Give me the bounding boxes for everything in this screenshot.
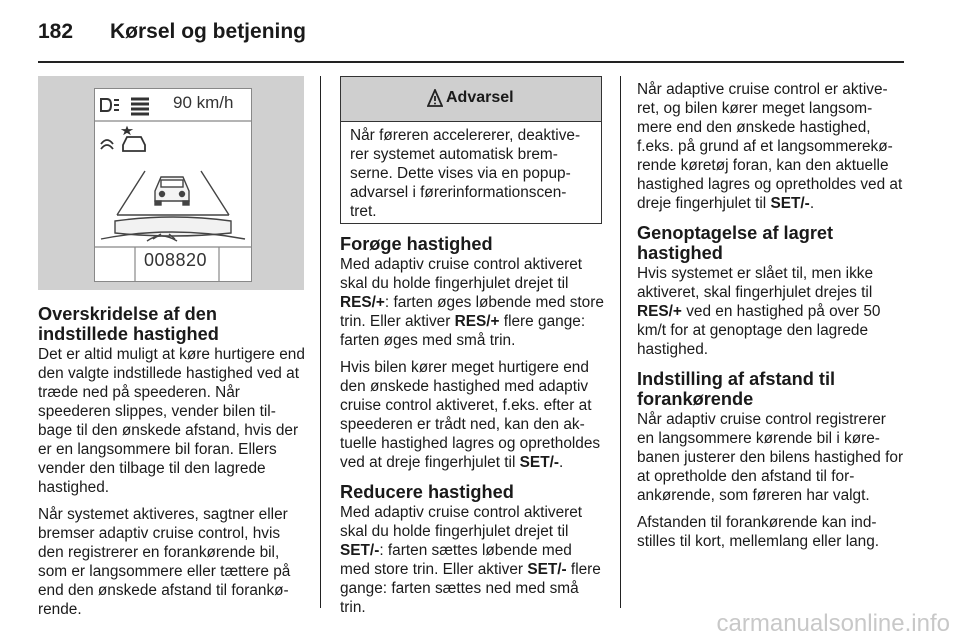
- heading-resume-speed: Genoptagelse af lagret hastighed: [637, 223, 834, 263]
- header-rule: [38, 61, 904, 63]
- paragraph: Det er altid muligt at køre hurtigere end den valgte indstillede hastighed ved at træde ned på speederen. Når speederen slippes, vender bilen til-bage til den ønskede afstand, hvis der er en langsommere bil foran. Ellers vender den tilbage til den lagrede hastighed.: [38, 346, 305, 496]
- watermark: carmanualsonline.info: [716, 610, 950, 637]
- paragraph: Når adaptive cruise control er aktive-ret, og bilen kører meget langsom-mere end den ønskede hastighed, f.eks. på grund af et langsommerekø-rende køretøj foran, kan den aktuelle hastighed lagres og opretholdes ved at dreje fingerhjulet til SET/-.: [637, 81, 903, 212]
- warning-text: Når føreren accelererer, deaktive-rer systemet automatisk brem-serne. Dette vises via en popup-advarsel i førerinformationscen-tret.: [350, 127, 581, 220]
- set-speed-readout: 90 km/h: [173, 93, 234, 112]
- page-title: Kørsel og betjening: [110, 20, 307, 43]
- lead-vehicle-icon: [155, 177, 189, 205]
- middle-column: [340, 234, 606, 625]
- paragraph: Hvis bilen kører meget hurtigere end den ønskede hastighed med adaptiv cruise control aktiveret, f.eks. efter at speederen er trådt ned, kan den ak-tuelle hastighed lagres og opretholdes ved at dreje fingerhjulet til SET/-.: [340, 359, 601, 471]
- warning-box: [340, 76, 602, 224]
- heading-exceed-speed: Overskridelse af den indstillede hastighed: [38, 304, 219, 344]
- paragraph: Hvis systemet er slået til, men ikke aktiveret, skal fingerhjulet drejes til RES/+ ved en hastighed på over 50 km/t for at genoptage den lagrede hastighed.: [637, 265, 881, 358]
- right-column: [637, 80, 907, 559]
- left-column: [38, 304, 306, 627]
- odometer-readout: 008820: [144, 250, 208, 270]
- paragraph: Afstanden til forankørende kan ind-stilles til kort, mellemlang eller lang.: [637, 514, 880, 550]
- heading-set-distance: Indstilling af afstand til forankørende: [637, 369, 836, 409]
- page-number: 182: [38, 20, 74, 43]
- warning-triangle-icon: [427, 89, 443, 107]
- adaptive-cruise-icon: [101, 128, 145, 151]
- column-divider: [620, 76, 621, 608]
- distance-bars-icon: [131, 99, 149, 114]
- paragraph: Når systemet aktiveres, sagtner eller bremser adaptiv cruise control, hvis den registrerer en forankørende bil, som er langsommere eller tættere på end den ønskede afstand til forankø-rende.: [38, 506, 291, 618]
- warning-header: [341, 77, 601, 122]
- headlight-icon: [101, 99, 119, 111]
- paragraph: Med adaptiv cruise control aktiveret skal du holde fingerhjulet drejet til SET/-: farten sættes løbende med med store trin. Eller aktiver SET/- flere gange: farten sættes ned med små trin.: [340, 504, 601, 616]
- paragraph: Med adaptiv cruise control aktiveret skal du holde fingerhjulet drejet til RES/+: farten øges løbende med store trin. Eller aktiver RES/+ flere gange: farten øges med små trin.: [340, 256, 604, 349]
- column-divider: [320, 76, 321, 608]
- heading-reduce-speed: Reducere hastighed: [340, 482, 514, 502]
- warning-label: Advarsel: [446, 89, 514, 106]
- driver-info-display: [94, 88, 252, 282]
- cruise-control-display-figure: [38, 76, 304, 290]
- paragraph: Når adaptiv cruise control registrerer en langsommere kørende bil i køre-banen justerer den bilens hastighed for at opretholde den afstand til for-ankørende, som føreren har valgt.: [637, 411, 904, 504]
- heading-increase-speed: Forøge hastighed: [340, 234, 493, 254]
